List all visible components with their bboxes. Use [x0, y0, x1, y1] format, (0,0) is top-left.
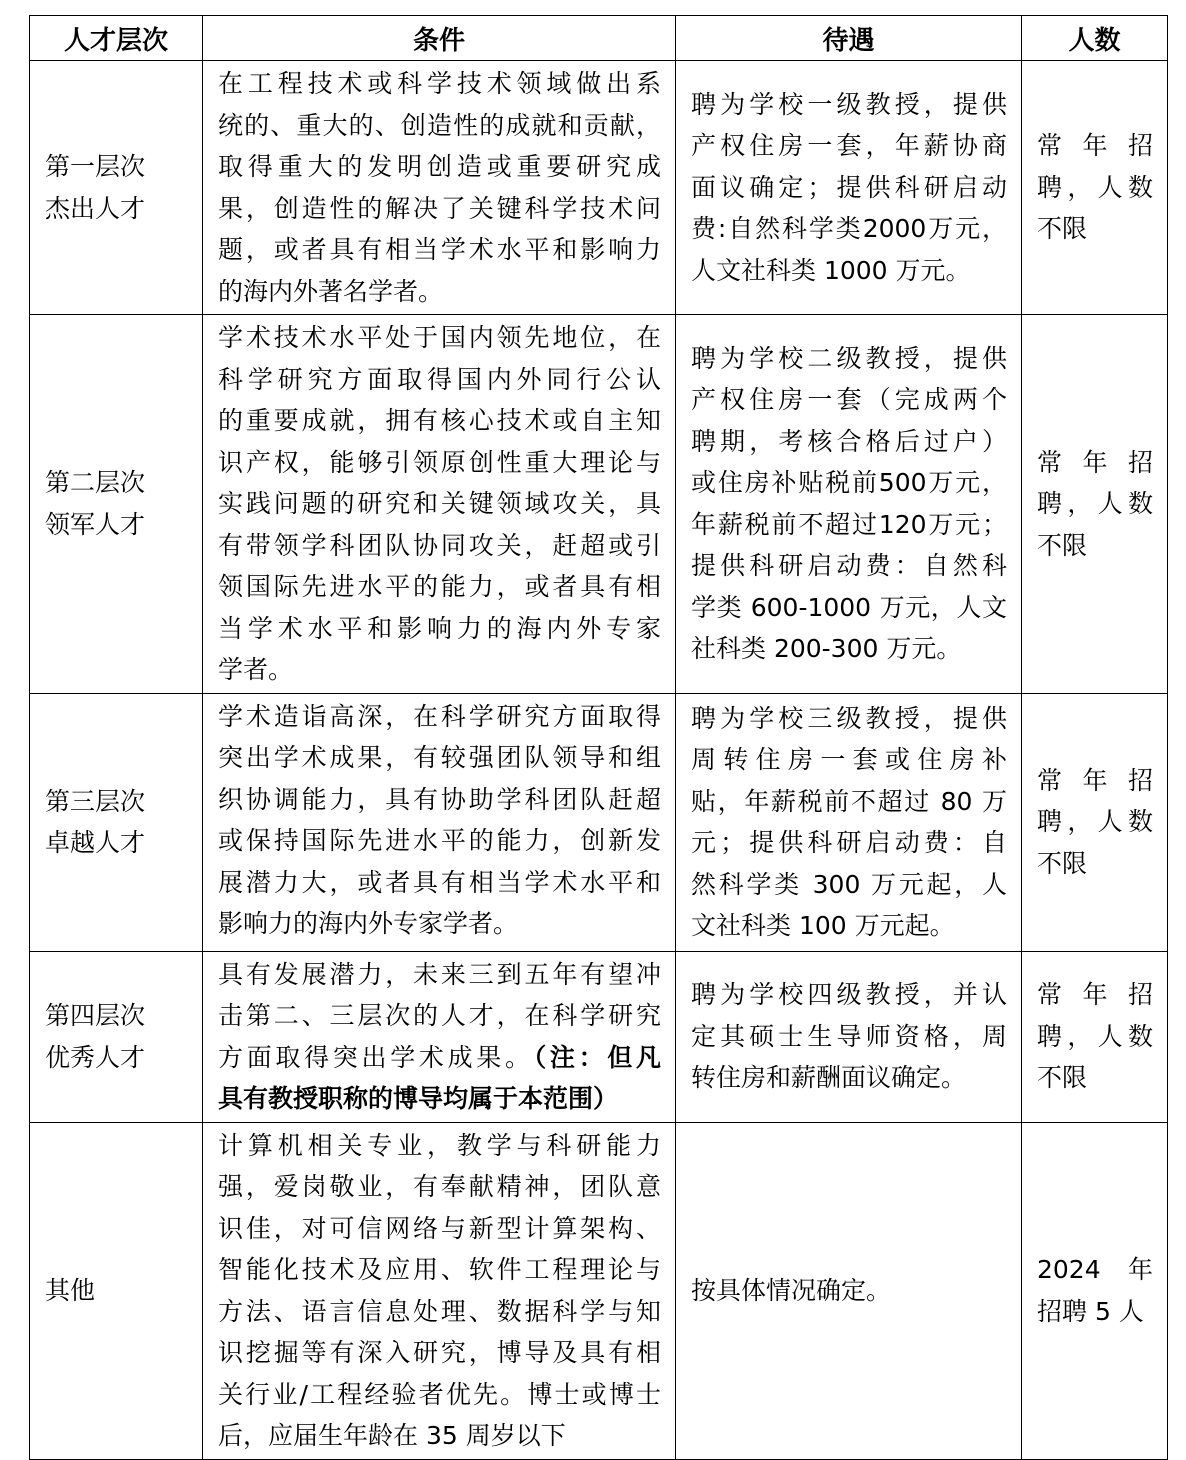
count-line: 常 年 招	[1037, 447, 1153, 477]
treatment-line: 转住房和薪酬面议确定。	[691, 1063, 967, 1093]
condition-line: 强，爱岗敬业，有奉献精神，团队意	[218, 1172, 661, 1201]
treatment-line: 人文社科类 1000 万元。	[691, 255, 971, 285]
treatment-line: 聘为学校四级教授，并认	[691, 980, 1007, 1010]
count-line: 不限	[1037, 530, 1088, 560]
treatment-line: 元；提供科研启动费：自	[691, 828, 1007, 857]
condition-line: 领国际先进水平的能力，或者具有相	[218, 572, 661, 601]
header-condition: 条件	[203, 16, 676, 61]
condition-line: 突出学术成果，有较强团队领导和组	[218, 743, 661, 772]
condition-line: 影响力的海内外专家学者。	[218, 909, 519, 938]
table-row	[30, 951, 1168, 1122]
table-row	[30, 1122, 1168, 1459]
count-line: 聘，人数	[1037, 807, 1153, 837]
table-row	[30, 693, 1168, 951]
condition-line: 识挖掘等有深入研究，博导及具有相	[218, 1338, 661, 1367]
condition-line: 智能化技术及应用、软件工程理论与	[218, 1255, 661, 1284]
count-cell	[1022, 1122, 1168, 1459]
count-line: 聘，人数	[1037, 489, 1153, 518]
treatment-line: 按具体情况确定。	[691, 1275, 892, 1305]
condition-line: 识产权，能够引领原创性重大理论与	[218, 447, 661, 477]
treatment-line: 聘期，考核合格后过户）	[691, 426, 1007, 456]
condition-line: 学术技术水平处于国内领先地位，在	[218, 323, 661, 352]
count-cell	[1022, 61, 1168, 315]
condition-line: 取得重大的发明创造或重要研究成	[218, 152, 661, 181]
level-cell	[30, 1122, 203, 1459]
level-cell	[30, 951, 203, 1122]
treatment-line: 贴，年薪税前不超过 80 万	[691, 786, 1007, 816]
condition-cell	[203, 1122, 676, 1459]
table-row	[30, 61, 1168, 315]
treatment-cell	[676, 315, 1022, 694]
treatment-cell	[676, 1122, 1022, 1459]
condition-cell	[203, 315, 676, 694]
level-line: 第一层次	[45, 152, 146, 181]
condition-note: （注：但凡	[533, 1042, 661, 1072]
treatment-line: 定其硕士生导师资格，周	[691, 1021, 1007, 1051]
condition-line: 的海内外著名学者。	[218, 276, 444, 306]
count-line: 聘，人数	[1037, 172, 1153, 202]
count-line: 常 年 招	[1037, 765, 1153, 795]
level-cell	[30, 693, 203, 951]
condition-line: 展潜力大，或者具有相当学术水平和	[218, 867, 661, 897]
condition-cell	[203, 61, 676, 315]
condition-line: 或保持国际先进水平的能力，创新发	[218, 826, 661, 855]
level-cell	[30, 61, 203, 315]
condition-line: 在工程技术或科学技术领域做出系	[218, 69, 661, 98]
treatment-line: 产权住房一套，年薪协商	[691, 131, 1007, 161]
count-line: 2024 年	[1037, 1255, 1153, 1284]
level-line: 第四层次	[45, 1001, 146, 1030]
header-level: 人才层次	[30, 16, 203, 61]
count-cell	[1022, 693, 1168, 951]
count-line: 常 年 招	[1037, 980, 1153, 1010]
condition-line: 织协调能力，具有协助学科团队赶超	[218, 784, 661, 814]
condition-line: 统的、重大的、创造性的成就和贡献，	[218, 110, 661, 140]
treatment-line: 面议确定；提供科研启动	[691, 172, 1007, 202]
treatment-line: 年薪税前不超过120万元；	[691, 509, 1007, 539]
count-line: 不限	[1037, 214, 1088, 244]
condition-line	[218, 1037, 661, 1079]
condition-note: 具有教授职称的博导均属于本范围）	[218, 1084, 619, 1113]
treatment-line: 产权住房一套（完成两个	[691, 385, 1007, 415]
level-line: 第三层次	[45, 786, 146, 816]
treatment-cell	[676, 951, 1022, 1122]
condition-line: 的重要成就，拥有核心技术或自主知	[218, 406, 661, 435]
condition-text: 方面取得突出学术成果。	[218, 1042, 534, 1072]
condition-line: 实践问题的研究和关键领域攻关，具	[218, 489, 661, 518]
condition-line: 果，创造性的解决了关键科学技术问	[218, 193, 661, 223]
condition-line: 计算机相关专业，教学与科研能力	[218, 1130, 661, 1160]
level-cell	[30, 315, 203, 694]
count-line: 常 年 招	[1037, 131, 1153, 161]
level-line: 杰出人才	[45, 193, 146, 223]
treatment-line: 周转住房一套或住房补	[691, 745, 1007, 774]
condition-line: 击第二、三层次的人才，在科学研究	[218, 1001, 661, 1030]
count-line: 聘，人数	[1037, 1021, 1153, 1051]
talent-table	[29, 15, 1168, 1460]
condition-line: 科学研究方面取得国内外同行公认	[218, 364, 661, 394]
condition-line: 题，或者具有相当学术水平和影响力	[218, 235, 661, 264]
condition-line: 具有发展潜力，未来三到五年有望冲	[218, 959, 661, 989]
level-line: 其他	[45, 1275, 96, 1305]
table-row	[30, 315, 1168, 694]
treatment-cell	[676, 61, 1022, 315]
condition-line: 有带领学科团队协同攻关，赶超或引	[218, 530, 661, 560]
count-line: 不限	[1037, 1063, 1088, 1093]
treatment-line: 聘为学校二级教授，提供	[691, 343, 1007, 373]
count-cell	[1022, 951, 1168, 1122]
treatment-line: 聘为学校三级教授，提供	[691, 703, 1007, 733]
count-cell	[1022, 315, 1168, 694]
condition-line: 后，应届生年龄在 35 周岁以下	[218, 1421, 566, 1450]
treatment-line: 然科学类 300 万元起，人	[691, 869, 1007, 899]
level-line: 第二层次	[45, 468, 146, 498]
count-line: 不限	[1037, 848, 1088, 878]
treatment-line: 费:自然科学类2000万元，	[691, 214, 1007, 244]
treatment-line: 学类 600-1000 万元，人文	[691, 592, 1007, 622]
condition-cell	[203, 951, 676, 1122]
condition-line: 识佳，对可信网络与新型计算架构、	[218, 1213, 661, 1243]
condition-line: 关行业/工程经验者优先。博士或博士	[218, 1379, 661, 1409]
treatment-line: 社科类 200-300 万元。	[691, 634, 962, 664]
condition-line: 学术造诣高深，在科学研究方面取得	[218, 701, 661, 731]
header-count: 人数	[1022, 16, 1168, 61]
level-line: 卓越人才	[45, 828, 146, 857]
treatment-cell	[676, 693, 1022, 951]
header-treatment: 待遇	[676, 16, 1022, 61]
condition-cell	[203, 693, 676, 951]
level-line: 优秀人才	[45, 1042, 146, 1072]
treatment-line: 文社科类 100 万元起。	[691, 911, 955, 940]
condition-line: 方法、语言信息处理、数据科学与知	[218, 1296, 661, 1326]
treatment-line: 或住房补贴税前500万元，	[691, 468, 1007, 498]
level-line: 领军人才	[45, 509, 146, 539]
count-line: 招聘 5 人	[1037, 1296, 1144, 1326]
treatment-line: 提供科研启动费：自然科	[691, 551, 1007, 581]
condition-line: 学者。	[218, 655, 294, 684]
condition-line: 当学术水平和影响力的海内外专家	[218, 613, 661, 643]
treatment-line: 聘为学校一级教授，提供	[691, 89, 1007, 119]
header-row	[30, 16, 1168, 61]
